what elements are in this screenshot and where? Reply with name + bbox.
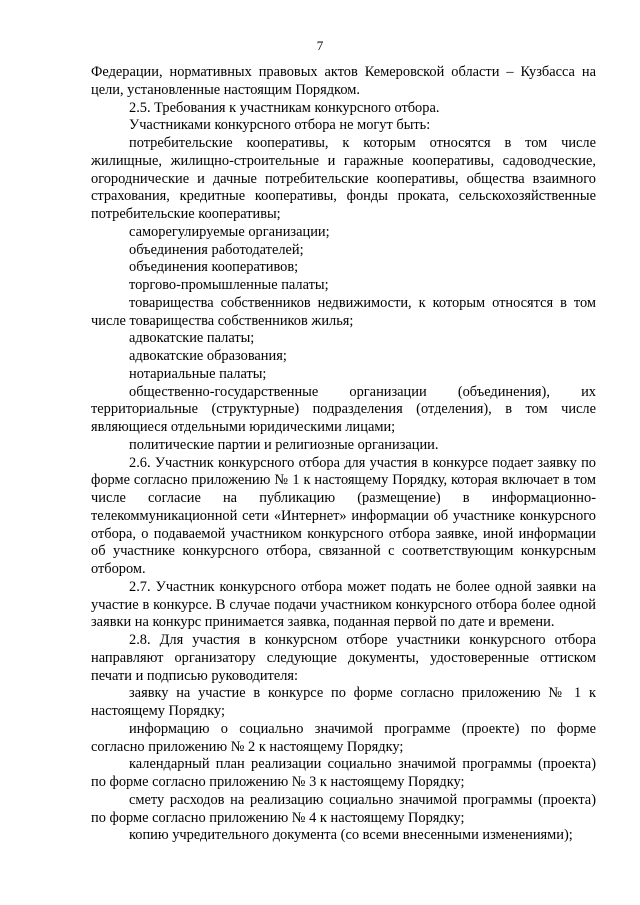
paragraph: политические партии и религиозные организации. (129, 436, 439, 453)
paragraph: товарищества собственников недвижимости, к которым относятся в том числе товарищества собственников жилья; (91, 294, 596, 329)
paragraph: календарный план реализации социально значимой программы (проекта) по форме согласно приложению № 3 к настоящему Порядку; (91, 756, 596, 790)
paragraph: заявку на участие в конкурсе по форме согласно приложению № 1 к настоящему Порядку; (91, 685, 596, 719)
paragraph: Федерации, нормативных правовых актов Кемеровской области – Кузбасса на цели, установленные настоящим Порядком. (91, 64, 596, 98)
paragraph: информацию о социально значимой программе (проекте) по форме согласно приложению № 2 к настоящему Порядку; (91, 720, 596, 755)
page-number: 7 (316, 38, 324, 53)
paragraph: нотариальные палаты; (129, 365, 267, 382)
paragraph: объединения работодателей; (129, 241, 304, 258)
paragraph: 2.8. Для участия в конкурсном отборе участники конкурсного отбора направляют организатору следующие документы, удостоверенные оттиском печати и подписью руководителя: (91, 632, 596, 684)
paragraph: 2.6. Участник конкурсного отбора для участия в конкурсе подает заявку по форме согласно приложению № 1 к настоящему Порядку, которая включает в том числе согласие на публикацию (размещение) в информационно-телекоммуникационной сети «Интернет» информации об участнике конкурсного отбора, о подаваемой участником конкурсного отбора заявке, иной информации об участнике конкурсного отбора, связанной с соответствующим конкурсным отбором. (91, 454, 596, 577)
paragraph: саморегулируемые организации; (129, 223, 330, 240)
paragraph: 2.7. Участник конкурсного отбора может подать не более одной заявки на участие в конкурсе. В случае подачи участником конкурсного отбора более одной заявки на конкурс принимается заявка, поданная первой по дате и времени. (91, 578, 596, 631)
paragraph: копию учредительного документа (со всеми внесенными изменениями); (129, 827, 573, 844)
paragraph: торгово-промышленные палаты; (129, 277, 329, 293)
paragraph: адвокатские палаты; (129, 330, 255, 347)
paragraph: адвокатские образования; (129, 348, 287, 364)
paragraph: 2.5. Требования к участникам конкурсного отбора. (129, 99, 440, 116)
paragraph: потребительские кооперативы, к которым относятся в том числе жилищные, жилищно-строительные и гаражные кооперативы, садоводческие, огороднические и дачные потребительские кооперативы, общества взаимного страхования, кредитные кооперативы, фонды проката, сельскохозяйственные потребительские кооперативы; (91, 135, 596, 222)
document-body (91, 64, 596, 845)
paragraph: общественно-государственные организации (объединения), их территориальные (структурные) подразделения (отделения), в том числе являющиеся отдельными юридическими лицами; (91, 383, 596, 435)
paragraph: объединения кооперативов; (129, 259, 299, 276)
paragraph: смету расходов на реализацию социально значимой программы (проекта) по форме согласно приложению № 4 к настоящему Порядку; (91, 791, 596, 826)
paragraph: Участниками конкурсного отбора не могут быть: (129, 117, 431, 134)
